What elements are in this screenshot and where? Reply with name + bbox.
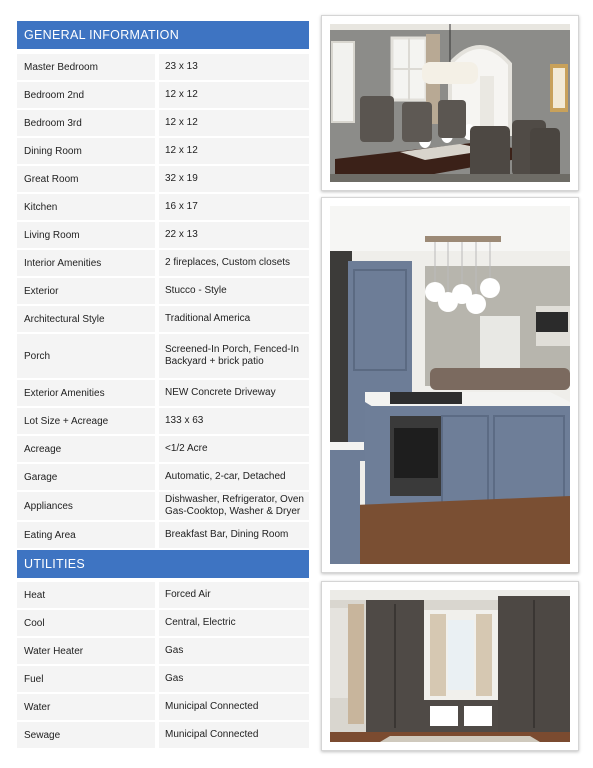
row-value: 12 x 12	[159, 138, 309, 164]
table-row	[17, 694, 309, 720]
row-value: Traditional America	[159, 306, 309, 332]
row-value: Stucco - Style	[159, 278, 309, 304]
row-label: Cool	[17, 610, 155, 636]
row-label: Bedroom 3rd	[17, 110, 155, 136]
row-value: 23 x 13	[159, 54, 309, 80]
table-row	[17, 138, 309, 164]
dining-room-illustration	[330, 24, 570, 182]
closets-photo	[321, 581, 579, 751]
dining-room-photo	[321, 15, 579, 191]
row-label: Eating Area	[17, 522, 155, 548]
row-label: Exterior Amenities	[17, 380, 155, 406]
table-row	[17, 492, 309, 520]
table-row	[17, 380, 309, 406]
table-row	[17, 722, 309, 748]
table-row	[17, 166, 309, 192]
row-label: Living Room	[17, 222, 155, 248]
row-value: Gas	[159, 638, 309, 664]
table-row	[17, 522, 309, 548]
row-value: 12 x 12	[159, 110, 309, 136]
row-value: 2 fireplaces, Custom closets	[159, 250, 309, 276]
table-row	[17, 110, 309, 136]
table-row	[17, 666, 309, 692]
row-value: <1/2 Acre	[159, 436, 309, 462]
general-information-title: GENERAL INFORMATION	[24, 28, 180, 42]
row-value: Screened-In Porch, Fenced-In Backyard + brick patio	[159, 334, 309, 378]
utilities-header	[17, 550, 309, 578]
row-value: 22 x 13	[159, 222, 309, 248]
row-label: Appliances	[17, 492, 155, 520]
row-value: NEW Concrete Driveway	[159, 380, 309, 406]
table-row	[17, 464, 309, 490]
row-label: Interior Amenities	[17, 250, 155, 276]
row-label: Heat	[17, 582, 155, 608]
row-value: Forced Air	[159, 582, 309, 608]
row-label: Garage	[17, 464, 155, 490]
row-label: Lot Size + Acreage	[17, 408, 155, 434]
row-value: 16 x 17	[159, 194, 309, 220]
utilities-title: UTILITIES	[24, 557, 86, 571]
table-row	[17, 278, 309, 304]
row-value: Dishwasher, Refrigerator, Oven Gas-Cooktop, Washer & Dryer	[159, 492, 309, 520]
table-row	[17, 250, 309, 276]
closets-illustration	[330, 590, 570, 742]
general-information-header	[17, 21, 309, 49]
row-value: 12 x 12	[159, 82, 309, 108]
row-label: Kitchen	[17, 194, 155, 220]
row-value: Municipal Connected	[159, 722, 309, 748]
row-value: 32 x 19	[159, 166, 309, 192]
row-label: Bedroom 2nd	[17, 82, 155, 108]
table-row	[17, 582, 309, 608]
row-label: Porch	[17, 334, 155, 378]
table-row	[17, 222, 309, 248]
row-value: Breakfast Bar, Dining Room	[159, 522, 309, 548]
row-label: Great Room	[17, 166, 155, 192]
row-label: Fuel	[17, 666, 155, 692]
row-label: Master Bedroom	[17, 54, 155, 80]
table-row	[17, 436, 309, 462]
table-row	[17, 610, 309, 636]
row-label: Dining Room	[17, 138, 155, 164]
row-label: Architectural Style	[17, 306, 155, 332]
table-row	[17, 54, 309, 80]
kitchen-illustration	[330, 206, 570, 564]
row-value: Municipal Connected	[159, 694, 309, 720]
row-label: Water Heater	[17, 638, 155, 664]
row-label: Sewage	[17, 722, 155, 748]
row-label: Acreage	[17, 436, 155, 462]
row-value: Gas	[159, 666, 309, 692]
table-row	[17, 82, 309, 108]
table-row	[17, 408, 309, 434]
row-value: 133 x 63	[159, 408, 309, 434]
row-value: Central, Electric	[159, 610, 309, 636]
table-row	[17, 306, 309, 332]
kitchen-photo	[321, 197, 579, 573]
row-label: Exterior	[17, 278, 155, 304]
row-label: Water	[17, 694, 155, 720]
table-row	[17, 638, 309, 664]
table-row	[17, 334, 309, 378]
table-row	[17, 194, 309, 220]
row-value: Automatic, 2-car, Detached	[159, 464, 309, 490]
